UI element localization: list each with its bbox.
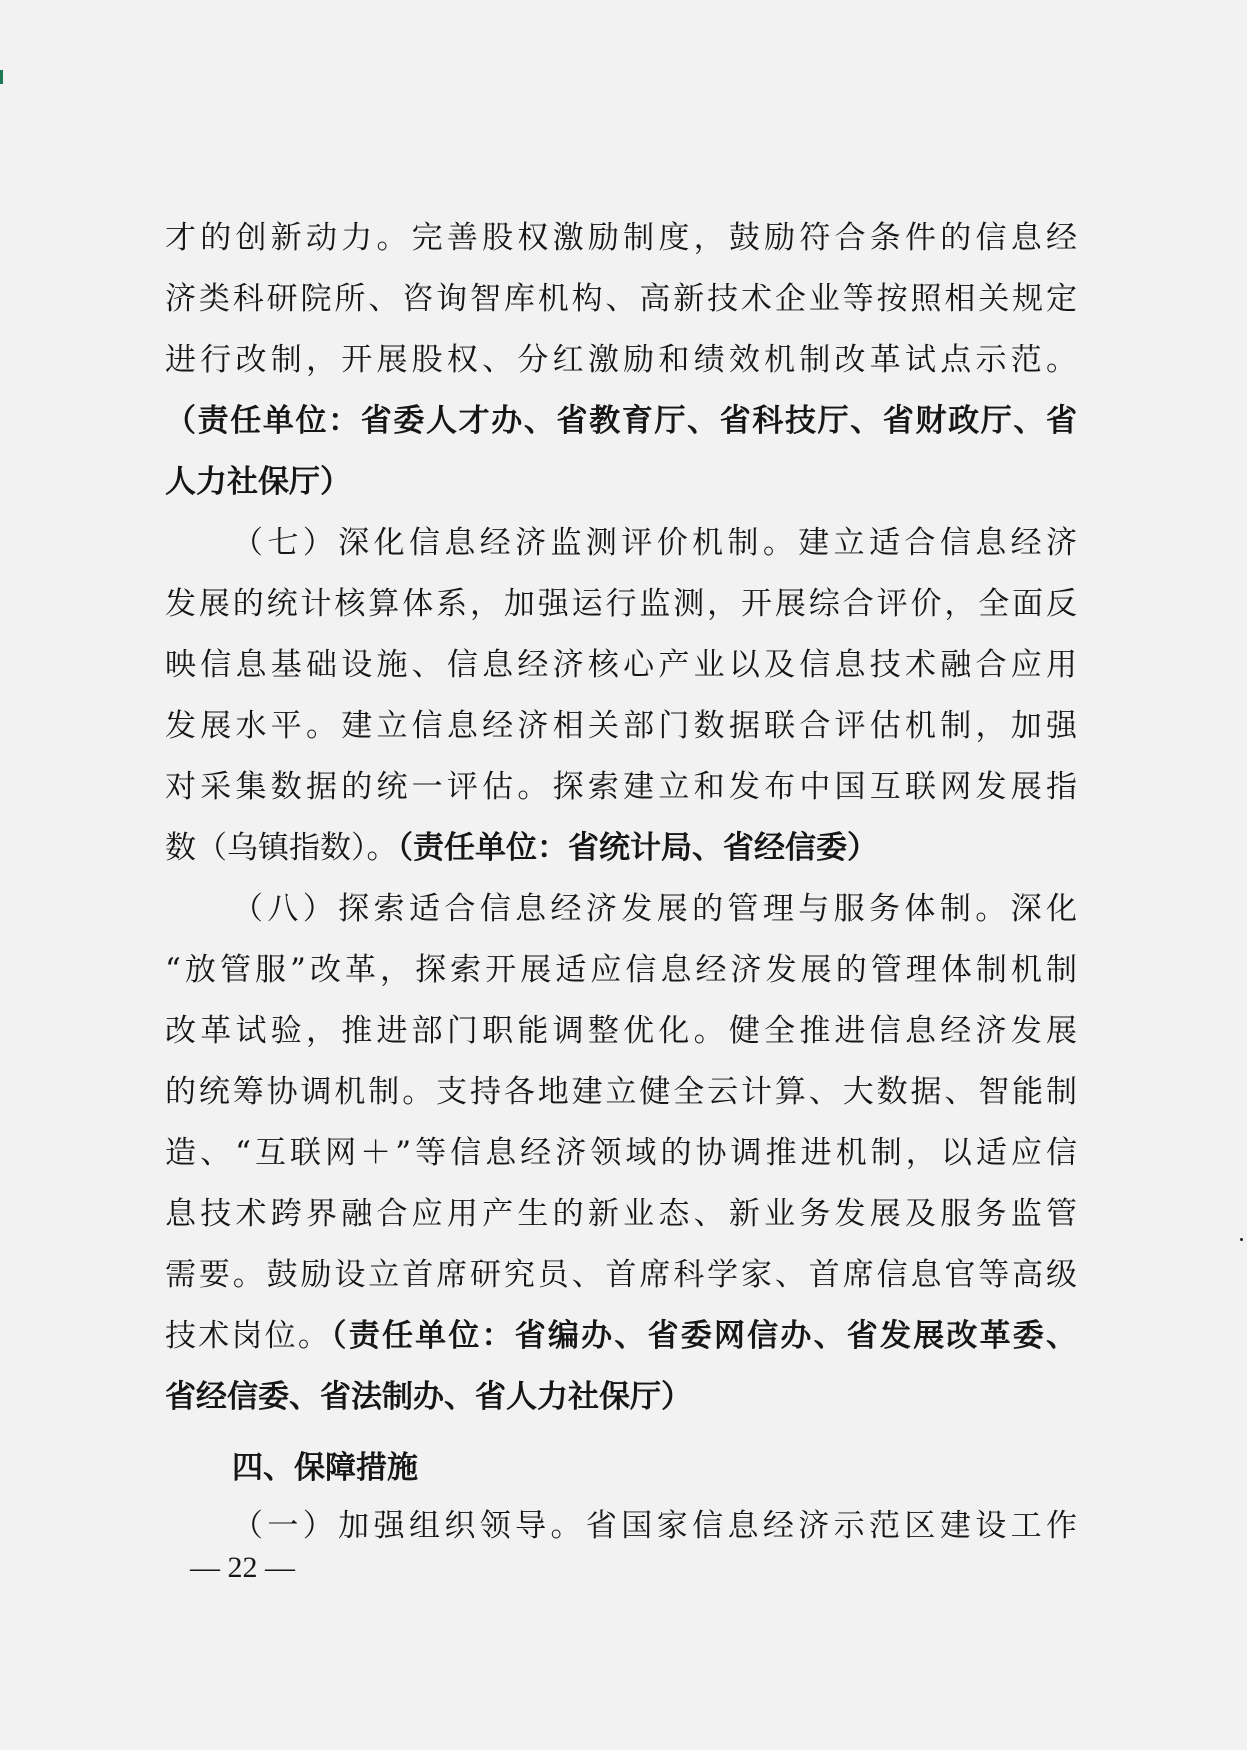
responsible-units-text: 省经信委、省法制办、省人力社保厅） — [165, 1379, 692, 1415]
paragraph-text: 改革试验，推进部门职能调整优化。健全推进信息经济发展 — [165, 1013, 1077, 1049]
paragraph-line — [165, 1255, 1077, 1295]
paragraph-line — [165, 340, 1077, 380]
paragraph-text: （七）深化信息经济监测评价机制。建立适合信息经济 — [232, 525, 1077, 561]
paragraph-text: 才的创新动力。完善股权激励制度，鼓励符合条件的信息经 — [165, 220, 1077, 256]
paragraph-text: 映信息基础设施、信息经济核心产业以及信息技术融合应用 — [165, 647, 1077, 683]
paragraph-text: 造、“互联网＋”等信息经济领域的协调推进机制，以适应信 — [165, 1135, 1077, 1171]
paragraph-line — [165, 279, 1077, 319]
paragraph-line — [165, 401, 1077, 441]
page-number: — 22 — — [190, 1551, 295, 1584]
paragraph-line — [165, 767, 1077, 807]
paragraph-line — [165, 462, 1077, 502]
paragraph-text: 息技术跨界融合应用产生的新业态、新业务发展及服务监管 — [165, 1196, 1077, 1232]
paragraph-line — [165, 828, 1077, 868]
paragraph-text: “放管服”改革，探索开展适应信息经济发展的管理体制机制 — [165, 952, 1077, 988]
paragraph-line — [165, 1377, 1077, 1417]
responsible-units-text: （责任单位：省编办、省委网信办、省发展改革委、 — [331, 1318, 1077, 1354]
responsible-units-text: （责任单位：省统计局、省经信委） — [397, 830, 878, 866]
paragraph-line — [165, 218, 1077, 258]
paragraph-text: 进行改制，开展股权、分红激励和绩效机制改革试点示范。 — [165, 342, 1077, 378]
paragraph-line — [232, 523, 1077, 563]
paragraph-line — [165, 645, 1077, 685]
paragraph-line — [165, 1316, 1077, 1356]
paragraph-line — [165, 1011, 1077, 1051]
scan-speck — [1240, 1238, 1243, 1241]
scan-edge-mark — [0, 70, 3, 84]
paragraph-text: 济类科研院所、咨询智库机构、高新技术企业等按照相关规定 — [165, 281, 1077, 317]
paragraph-line — [232, 889, 1077, 929]
paragraph-text: 数（乌镇指数）。 — [165, 830, 398, 866]
section-heading: 四、保障措施 — [232, 1450, 418, 1486]
responsible-units-text: （责任单位：省委人才办、省教育厅、省科技厅、省财政厅、省 — [165, 403, 1077, 439]
paragraph-text: 发展的统计核算体系，加强运行监测，开展综合评价，全面反 — [165, 586, 1077, 622]
paragraph-text: 的统筹协调机制。支持各地建立健全云计算、大数据、智能制 — [165, 1074, 1077, 1110]
paragraph-line: （一）加强组织领导。省国家信息经济示范区建设工作 — [232, 1508, 1077, 1544]
paragraph-line — [165, 584, 1077, 624]
paragraph-line — [165, 1133, 1077, 1173]
paragraph-line — [165, 950, 1077, 990]
responsible-units-text: 人力社保厅） — [165, 464, 351, 500]
paragraph-text: 对采集数据的统一评估。探索建立和发布中国互联网发展指 — [165, 769, 1077, 805]
paragraph-text: 技术岗位。 — [165, 1318, 332, 1354]
paragraph-text: （八）探索适合信息经济发展的管理与服务体制。深化 — [232, 891, 1077, 927]
paragraph-line — [165, 1194, 1077, 1234]
paragraph-text: 需要。鼓励设立首席研究员、首席科学家、首席信息官等高级 — [165, 1257, 1077, 1293]
paragraph-line — [165, 706, 1077, 746]
paragraph-text: 发展水平。建立信息经济相关部门数据联合评估机制，加强 — [165, 708, 1077, 744]
paragraph-line — [165, 1072, 1077, 1112]
